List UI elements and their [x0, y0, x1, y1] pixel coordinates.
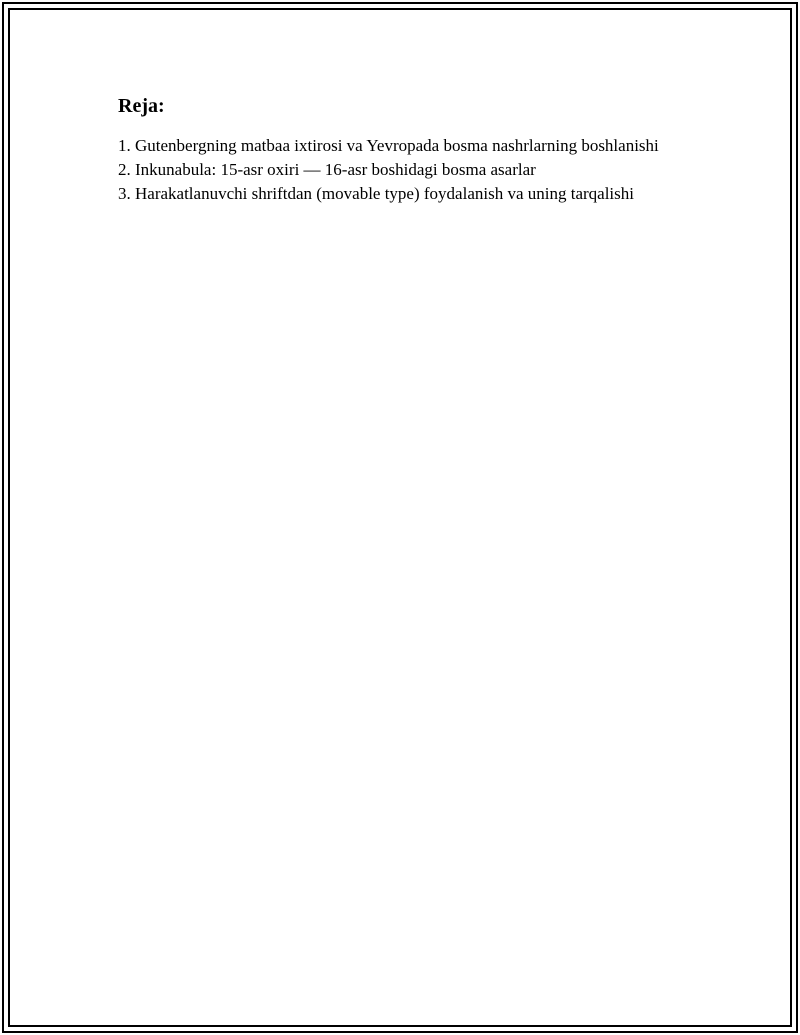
plan-item-2: 2. Inkunabula: 15-asr oxiri — 16-asr boshidagi bosma asarlar: [118, 160, 536, 179]
plan-list: [118, 134, 698, 206]
plan-item-3: 3. Harakatlanuvchi shriftdan (movable type) foydalanish va uning tarqalishi: [118, 184, 634, 203]
plan-item-1: 1. Gutenbergning matbaa ixtirosi va Yevropada bosma nashrlarning boshlanishi: [118, 136, 659, 155]
plan-heading: Reja:: [118, 95, 165, 117]
page-content: [118, 92, 698, 206]
